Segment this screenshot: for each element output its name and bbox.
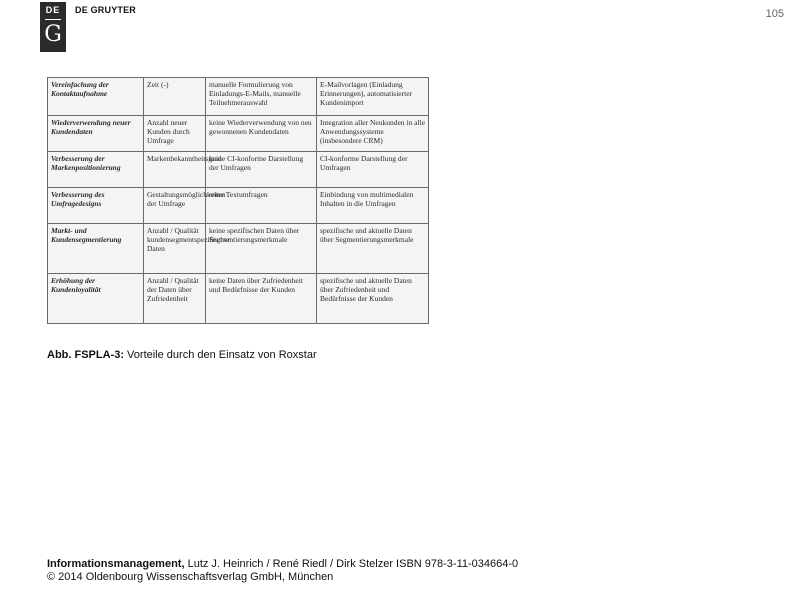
row-label: Vereinfachung der Kontaktaufnahme bbox=[48, 78, 144, 116]
table-cell: Anzahl / Qualität der Daten über Zufriedenheit bbox=[144, 274, 206, 324]
table-row bbox=[48, 152, 429, 188]
table-row bbox=[48, 274, 429, 324]
table-cell: Zeit (-) bbox=[144, 78, 206, 116]
table-cell: E-Mailvorlagen (Einladung Erinnerungen), automatisierter Kundenimport bbox=[317, 78, 429, 116]
row-label: Verbesserung des Umfragedesigns bbox=[48, 188, 144, 224]
logo-divider bbox=[45, 19, 61, 20]
row-label: Verbesserung der Markenpositionierung bbox=[48, 152, 144, 188]
row-label: Wiederverwendung neuer Kundendaten bbox=[48, 116, 144, 152]
logo-g-text: G bbox=[44, 22, 62, 47]
page-footer bbox=[47, 558, 518, 584]
citation-line bbox=[47, 558, 518, 571]
table-cell: keine Daten über Zufriedenheit und Bedürfnisse der Kunden bbox=[206, 274, 317, 324]
benefits-table bbox=[47, 77, 429, 324]
table-cell: spezifische und aktuelle Daten über Segmentierungsmerkmale bbox=[317, 224, 429, 274]
figure-caption bbox=[47, 349, 317, 361]
caption-label: Abb. FSPLA-3: bbox=[47, 349, 124, 361]
table-row bbox=[48, 116, 429, 152]
table-cell: keine Wiederverwendung von neu gewonnenen Kundendaten bbox=[206, 116, 317, 152]
table-cell: Markenbekanntheitsgrad bbox=[144, 152, 206, 188]
row-label: Erhöhung der Kundenloyalität bbox=[48, 274, 144, 324]
caption-text: Vorteile durch den Einsatz von Roxstar bbox=[124, 349, 317, 361]
publisher-name: DE GRUYTER bbox=[75, 5, 137, 15]
table-cell: Integration aller Neukunden in alle Anwendungssysteme (insbesondere CRM) bbox=[317, 116, 429, 152]
table-cell: keine CI-konforme Darstellung der Umfragen bbox=[206, 152, 317, 188]
benefits-table-figure bbox=[47, 77, 428, 323]
de-gruyter-logo bbox=[40, 2, 66, 52]
row-label: Markt- und Kundensegmentierung bbox=[48, 224, 144, 274]
book-authors: Lutz J. Heinrich / René Riedl / Dirk Stelzer ISBN 978-3-11-034664-0 bbox=[184, 558, 519, 570]
table-cell: CI-konforme Darstellung der Umfragen bbox=[317, 152, 429, 188]
table-cell: Anzahl / Qualität kundensegmentspezifischer Daten bbox=[144, 224, 206, 274]
page-number: 105 bbox=[765, 8, 784, 20]
table-row bbox=[48, 78, 429, 116]
copyright-line: © 2014 Oldenbourg Wissenschaftsverlag GmbH, München bbox=[47, 571, 334, 583]
table-row bbox=[48, 188, 429, 224]
table-cell: keine spezifischen Daten über Segmentierungsmerkmale bbox=[206, 224, 317, 274]
table-cell: reine Textumfragen bbox=[206, 188, 317, 224]
table-row bbox=[48, 224, 429, 274]
book-title: Informationsmanagement, bbox=[47, 558, 185, 570]
table-cell: manuelle Formulierung von Einladungs-E-Mails, manuelle Teilnehmerauswahl bbox=[206, 78, 317, 116]
table-cell: Einbindung von multimedialen Inhalten in die Umfragen bbox=[317, 188, 429, 224]
table-cell: Anzahl neuer Kunden durch Umfrage bbox=[144, 116, 206, 152]
logo-de-text: DE bbox=[45, 5, 61, 15]
table-cell: Gestaltungsmöglichkeiten der Umfrage bbox=[144, 188, 206, 224]
table-cell: spezifische und aktuelle Daten über Zufriedenheit und Bedürfnisse der Kunden bbox=[317, 274, 429, 324]
